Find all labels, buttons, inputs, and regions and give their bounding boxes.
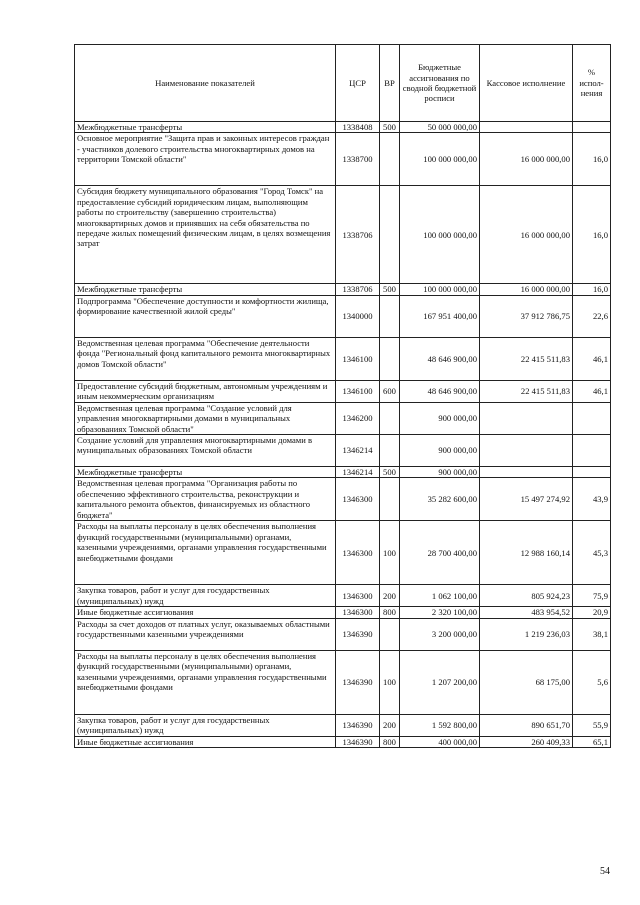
- table-row: [75, 618, 611, 650]
- budget-execution-table: [74, 44, 611, 748]
- cell-vr: 500: [380, 122, 400, 133]
- cell-csr: 1338700: [336, 133, 380, 186]
- table-row: [75, 435, 611, 467]
- cell-cash: 22 415 511,83: [480, 337, 573, 380]
- cell-vr: 500: [380, 284, 400, 295]
- cell-budget: 35 282 600,00: [400, 478, 480, 521]
- cell-pct: [573, 467, 611, 478]
- cell-name: Иные бюджетные ассигнования: [75, 736, 336, 747]
- cell-budget: 28 700 400,00: [400, 521, 480, 585]
- cell-name: Предоставление субсидий бюджетным, автономным учреждениям и иным некоммерческим организациям: [75, 380, 336, 402]
- cell-cash: 1 219 236,03: [480, 618, 573, 650]
- table-row: [75, 402, 611, 434]
- cell-cash: 805 924,23: [480, 585, 573, 607]
- cell-budget: 2 320 100,00: [400, 607, 480, 618]
- cell-csr: 1346100: [336, 337, 380, 380]
- cell-csr: 1338408: [336, 122, 380, 133]
- cell-name: Ведомственная целевая программа "Создание условий для управления многоквартирными домами в муниципальных образованиях Томской области": [75, 402, 336, 434]
- page-number: 54: [600, 866, 610, 877]
- cell-cash: [480, 122, 573, 133]
- cell-name: Закупка товаров, работ и услуг для государственных (муниципальных) нужд: [75, 585, 336, 607]
- table-header-row: [75, 45, 611, 122]
- cell-budget: 48 646 900,00: [400, 380, 480, 402]
- cell-pct: 38,1: [573, 618, 611, 650]
- cell-cash: [480, 435, 573, 467]
- cell-name: Ведомственная целевая программа "Обеспечение деятельности фонда "Региональный фонд капитального ремонта многоквартирных домов Томской области": [75, 337, 336, 380]
- table-row: [75, 467, 611, 478]
- cell-csr: 1346214: [336, 467, 380, 478]
- cell-csr: 1338706: [336, 284, 380, 295]
- table-row: [75, 714, 611, 736]
- cell-vr: [380, 186, 400, 284]
- table-row: [75, 122, 611, 133]
- cell-cash: 15 497 274,92: [480, 478, 573, 521]
- cell-budget: 100 000 000,00: [400, 133, 480, 186]
- cell-csr: 1346100: [336, 380, 380, 402]
- cell-budget: 1 207 200,00: [400, 650, 480, 714]
- cell-csr: 1346390: [336, 736, 380, 747]
- cell-cash: 68 175,00: [480, 650, 573, 714]
- cell-vr: [380, 133, 400, 186]
- cell-pct: 16,0: [573, 133, 611, 186]
- cell-csr: 1346300: [336, 478, 380, 521]
- cell-vr: [380, 478, 400, 521]
- cell-csr: 1346390: [336, 714, 380, 736]
- cell-csr: 1346390: [336, 618, 380, 650]
- cell-pct: 16,0: [573, 186, 611, 284]
- cell-vr: [380, 337, 400, 380]
- cell-cash: 16 000 000,00: [480, 186, 573, 284]
- cell-pct: 16,0: [573, 284, 611, 295]
- cell-csr: 1340000: [336, 295, 380, 337]
- header-vr: ВР: [380, 45, 400, 122]
- cell-cash: [480, 402, 573, 434]
- cell-name: Расходы за счет доходов от платных услуг, оказываемых областными государственными казенными учреждениями: [75, 618, 336, 650]
- cell-name: Межбюджетные трансферты: [75, 122, 336, 133]
- cell-vr: 200: [380, 714, 400, 736]
- cell-vr: 100: [380, 650, 400, 714]
- cell-csr: 1346300: [336, 607, 380, 618]
- cell-vr: [380, 618, 400, 650]
- cell-vr: 200: [380, 585, 400, 607]
- cell-budget: 3 200 000,00: [400, 618, 480, 650]
- header-budget: Бюджетные ассигнования по сводной бюджетной росписи: [400, 45, 480, 122]
- cell-cash: 260 409,33: [480, 736, 573, 747]
- cell-cash: 16 000 000,00: [480, 133, 573, 186]
- cell-vr: 800: [380, 607, 400, 618]
- cell-csr: 1346300: [336, 521, 380, 585]
- header-name: Наименование показателей: [75, 45, 336, 122]
- cell-budget: 167 951 400,00: [400, 295, 480, 337]
- cell-name: Иные бюджетные ассигнования: [75, 607, 336, 618]
- cell-csr: 1346200: [336, 402, 380, 434]
- cell-vr: 600: [380, 380, 400, 402]
- table-row: [75, 186, 611, 284]
- cell-name: Создание условий для управления многоквартирными домами в муниципальных образованиях Томской области: [75, 435, 336, 467]
- cell-cash: [480, 467, 573, 478]
- cell-budget: 900 000,00: [400, 467, 480, 478]
- cell-pct: 46,1: [573, 337, 611, 380]
- cell-budget: 1 592 800,00: [400, 714, 480, 736]
- cell-budget: 1 062 100,00: [400, 585, 480, 607]
- cell-pct: 75,9: [573, 585, 611, 607]
- cell-vr: 100: [380, 521, 400, 585]
- table-row: [75, 736, 611, 747]
- cell-budget: 100 000 000,00: [400, 186, 480, 284]
- cell-pct: 45,3: [573, 521, 611, 585]
- cell-cash: 12 988 160,14: [480, 521, 573, 585]
- cell-name: Субсидия бюджету муниципального образования "Город Томск" на предоставление субсидий юридическим лицам, выполняющим работы по строительству (завершению строительства) многоквартирных домов и принявших на себя обязательства по передаче жилых помещений физическим лицам, в целях возмещения затрат: [75, 186, 336, 284]
- cell-pct: 20,9: [573, 607, 611, 618]
- table-row: [75, 478, 611, 521]
- cell-cash: 22 415 511,83: [480, 380, 573, 402]
- cell-vr: 800: [380, 736, 400, 747]
- table-row: [75, 607, 611, 618]
- cell-csr: 1338706: [336, 186, 380, 284]
- cell-pct: 55,9: [573, 714, 611, 736]
- cell-budget: 900 000,00: [400, 435, 480, 467]
- table-row: [75, 650, 611, 714]
- cell-name: Подпрограмма "Обеспечение доступности и комфортности жилища, формирование качественной жилой среды": [75, 295, 336, 337]
- cell-name: Межбюджетные трансферты: [75, 284, 336, 295]
- cell-pct: 65,1: [573, 736, 611, 747]
- cell-budget: 900 000,00: [400, 402, 480, 434]
- cell-vr: [380, 435, 400, 467]
- cell-name: Расходы на выплаты персоналу в целях обеспечения выполнения функций государственными (муниципальными) органами, казенными учреждениями, органами управления государственными внебюджетными фондами: [75, 521, 336, 585]
- cell-csr: 1346300: [336, 585, 380, 607]
- cell-cash: 16 000 000,00: [480, 284, 573, 295]
- cell-pct: [573, 435, 611, 467]
- cell-pct: 22,6: [573, 295, 611, 337]
- table-row: [75, 521, 611, 585]
- cell-pct: [573, 122, 611, 133]
- cell-cash: 890 651,70: [480, 714, 573, 736]
- cell-pct: 43,9: [573, 478, 611, 521]
- cell-csr: 1346214: [336, 435, 380, 467]
- cell-cash: 483 954,52: [480, 607, 573, 618]
- cell-name: Основное мероприятие "Защита прав и законных интересов граждан - участников долевого строительства многоквартирных домов на территории Томской области": [75, 133, 336, 186]
- header-pct: % испол-нения: [573, 45, 611, 122]
- cell-budget: 50 000 000,00: [400, 122, 480, 133]
- cell-budget: 100 000 000,00: [400, 284, 480, 295]
- cell-csr: 1346390: [336, 650, 380, 714]
- cell-pct: [573, 402, 611, 434]
- cell-cash: 37 912 786,75: [480, 295, 573, 337]
- cell-pct: 46,1: [573, 380, 611, 402]
- cell-vr: 500: [380, 467, 400, 478]
- cell-name: Ведомственная целевая программа "Организация работы по обеспечению эффективного строительства, реконструкции и капитального ремонта объектов, финансируемых из областного бюджета": [75, 478, 336, 521]
- cell-vr: [380, 295, 400, 337]
- cell-vr: [380, 402, 400, 434]
- cell-name: Закупка товаров, работ и услуг для государственных (муниципальных) нужд: [75, 714, 336, 736]
- table-row: [75, 585, 611, 607]
- table-row: [75, 133, 611, 186]
- table-row: [75, 380, 611, 402]
- table-row: [75, 284, 611, 295]
- cell-budget: 48 646 900,00: [400, 337, 480, 380]
- cell-pct: 5,6: [573, 650, 611, 714]
- cell-budget: 400 000,00: [400, 736, 480, 747]
- header-csr: ЦСР: [336, 45, 380, 122]
- header-cash: Кассовое исполнение: [480, 45, 573, 122]
- table-row: [75, 337, 611, 380]
- cell-name: Межбюджетные трансферты: [75, 467, 336, 478]
- cell-name: Расходы на выплаты персоналу в целях обеспечения выполнения функций государственными (муниципальными) органами, казенными учреждениями, органами управления государственными внебюджетными фондами: [75, 650, 336, 714]
- table-row: [75, 295, 611, 337]
